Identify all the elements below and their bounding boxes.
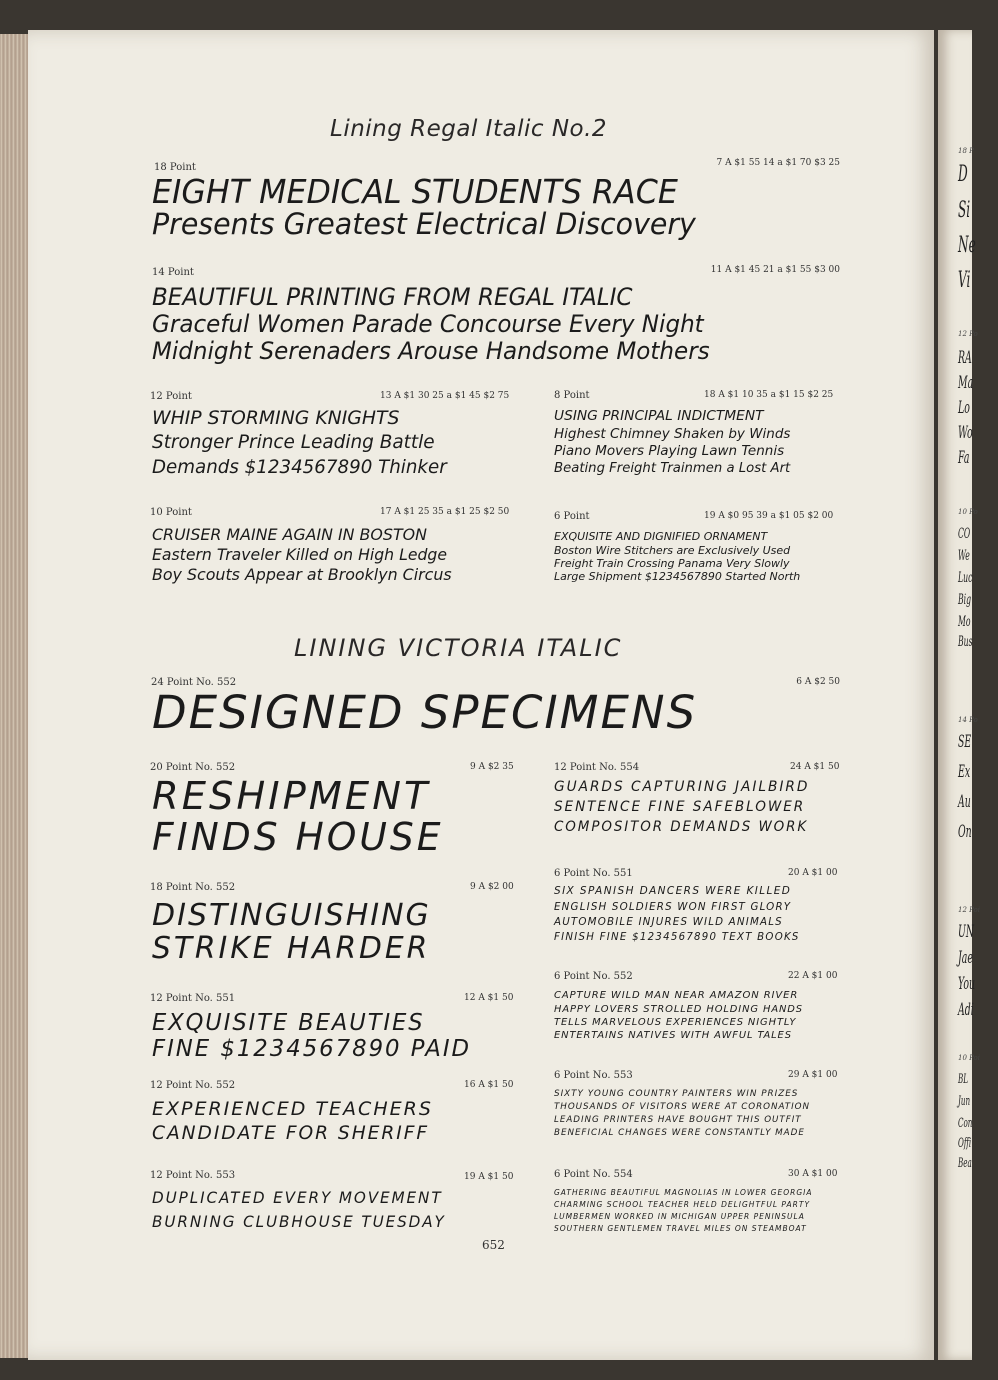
specimen-line: HAPPY LOVERS STROLLED HOLDING HANDS <box>554 1004 803 1015</box>
specimen-line: Boston Wire Stitchers are Exclusively Used <box>554 544 791 557</box>
specimen-line: Boy Scouts Appear at Brooklyn Circus <box>152 565 452 584</box>
spec-price: 17 A $1 25 35 a $1 25 $2 50 <box>380 507 510 517</box>
adjacent-fragment: Wo <box>958 423 973 443</box>
specimen-line: Demands $1234567890 Thinker <box>152 456 447 478</box>
specimen-line: DESIGNED SPECIMENS <box>152 686 698 739</box>
specimen-line: CHARMING SCHOOL TEACHER HELD DELIGHTFUL PARTY <box>554 1200 811 1209</box>
adjacent-fragment: CO <box>958 526 971 542</box>
specimen-line: RESHIPMENT <box>152 774 431 818</box>
adjacent-fragment: Ne <box>958 233 976 258</box>
adjacent-fragment: Ex <box>958 762 971 782</box>
adjacent-label: 14 Po <box>958 716 978 724</box>
spec-label: 6 Point No. 554 <box>554 1169 633 1180</box>
specimen-line: Highest Chimney Shaken by Winds <box>554 426 791 442</box>
specimen-line: CRUISER MAINE AGAIN IN BOSTON <box>152 525 427 544</box>
spec-label: 14 Point <box>152 267 194 278</box>
spec-price: 29 A $1 00 <box>788 1070 838 1080</box>
specimen-line: ENTERTAINS NATIVES WITH AWFUL TALES <box>554 1030 792 1041</box>
specimen-line: FINE $1234567890 PAID <box>152 1036 472 1062</box>
spec-price: 22 A $1 00 <box>788 971 838 981</box>
specimen-line: SENTENCE FINE SAFEBLOWER <box>554 799 806 815</box>
specimen-line: BEAUTIFUL PRINTING FROM REGAL ITALIC <box>152 283 633 311</box>
adjacent-fragment: You <box>958 974 976 994</box>
adjacent-fragment: We <box>958 548 970 564</box>
spec-price: 19 A $0 95 39 a $1 05 $2 00 <box>704 511 834 521</box>
spec-label: 18 Point No. 552 <box>150 882 236 893</box>
spec-label: 12 Point No. 554 <box>554 762 640 773</box>
adjacent-fragment: Lo <box>958 398 970 418</box>
specimen-line: Freight Train Crossing Panama Very Slowly <box>554 557 790 570</box>
adjacent-fragment: D <box>958 162 968 187</box>
adjacent-fragment: Au <box>958 792 971 812</box>
spec-price: 12 A $1 50 <box>464 993 514 1003</box>
section-title-victoria: LINING VICTORIA ITALIC <box>294 634 623 662</box>
specimen-line: Piano Movers Playing Lawn Tennis <box>554 443 785 459</box>
spec-price: 19 A $1 50 <box>464 1172 514 1182</box>
spec-price: 9 A $2 35 <box>470 762 514 772</box>
specimen-line: DUPLICATED EVERY MOVEMENT <box>152 1188 443 1207</box>
spec-price: 18 A $1 10 35 a $1 15 $2 25 <box>704 390 834 400</box>
specimen-line: FINISH FINE $1234567890 TEXT BOOKS <box>554 931 800 943</box>
spec-price: 20 A $1 00 <box>788 868 838 878</box>
adjacent-fragment: Adi <box>958 1000 974 1020</box>
specimen-line: EXQUISITE AND DIGNIFIED ORNAMENT <box>554 530 768 543</box>
specimen-line: Midnight Serenaders Arouse Handsome Mothers <box>152 337 710 365</box>
adjacent-page-edge <box>938 30 981 1360</box>
specimen-line: ENGLISH SOLDIERS WON FIRST GLORY <box>554 901 792 913</box>
adjacent-label: 10 Poi <box>958 1054 981 1062</box>
spec-label: 6 Point No. 552 <box>554 971 633 982</box>
spec-label: 6 Point <box>554 511 590 522</box>
adjacent-label: 10 Po <box>958 508 978 516</box>
specimen-line: WHIP STORMING KNIGHTS <box>152 407 400 429</box>
spec-label: 6 Point No. 553 <box>554 1070 633 1081</box>
spec-label: 8 Point <box>554 390 590 401</box>
adjacent-label: 18 P <box>958 147 974 155</box>
spec-price: 7 A $1 55 14 a $1 70 $3 25 <box>716 158 840 168</box>
page-number: 652 <box>482 1238 505 1252</box>
spec-label: 12 Point No. 551 <box>150 993 236 1004</box>
specimen-line: EXPERIENCED TEACHERS <box>152 1098 433 1120</box>
spec-price: 16 A $1 50 <box>464 1080 514 1090</box>
specimen-line: TELLS MARVELOUS EXPERIENCES NIGHTLY <box>554 1017 797 1028</box>
adjacent-fragment: Con <box>958 1116 973 1131</box>
section-title-regal: Lining Regal Italic No.2 <box>330 116 608 142</box>
adjacent-fragment: SE <box>958 732 972 752</box>
specimen-page <box>28 30 934 1360</box>
adjacent-fragment: Bus <box>958 634 973 650</box>
specimen-line: Beating Freight Trainmen a Lost Art <box>554 460 791 476</box>
spec-label: 24 Point No. 552 <box>151 677 237 688</box>
specimen-line: BENEFICIAL CHANGES WERE CONSTANTLY MADE <box>554 1128 805 1138</box>
spec-label: 6 Point No. 551 <box>554 868 633 879</box>
adjacent-fragment: UN <box>958 922 975 942</box>
specimen-line: Graceful Women Parade Concourse Every Night <box>152 310 704 338</box>
specimen-line: STRIKE HARDER <box>152 931 431 966</box>
adjacent-fragment: RA <box>958 348 972 368</box>
adjacent-fragment: Mo <box>958 614 971 630</box>
specimen-line: EIGHT MEDICAL STUDENTS RACE <box>152 172 678 211</box>
specimen-line: Stronger Prince Leading Battle <box>152 431 435 453</box>
specimen-line: GATHERING BEAUTIFUL MAGNOLIAS IN LOWER GEORGIA <box>554 1188 813 1197</box>
spec-label: 20 Point No. 552 <box>150 762 236 773</box>
specimen-line: FINDS HOUSE <box>152 815 444 859</box>
adjacent-fragment: BL <box>958 1072 969 1087</box>
spec-label: 12 Point No. 553 <box>150 1170 236 1181</box>
adjacent-fragment: Jun <box>958 1094 971 1109</box>
specimen-line: THOUSANDS OF VISITORS WERE AT CORONATION <box>554 1102 810 1112</box>
adjacent-fragment: On <box>958 822 972 842</box>
adjacent-label: 12 Po <box>958 330 978 338</box>
adjacent-fragment: Si <box>958 198 971 223</box>
specimen-line: Eastern Traveler Killed on High Ledge <box>152 545 448 564</box>
adjacent-fragment: Bea <box>958 1156 972 1171</box>
spec-label: 10 Point <box>150 507 192 518</box>
adjacent-fragment: Fa <box>958 448 970 468</box>
specimen-line: LUMBERMEN WORKED IN MICHIGAN UPPER PENINSULA <box>554 1212 805 1221</box>
specimen-line: Presents Greatest Electrical Discovery <box>152 207 696 241</box>
specimen-line: SIX SPANISH DANCERS WERE KILLED <box>554 885 792 897</box>
specimen-line: AUTOMOBILE INJURES WILD ANIMALS <box>554 916 783 928</box>
specimen-line: USING PRINCIPAL INDICTMENT <box>554 408 764 424</box>
adjacent-fragment: Big <box>958 592 972 608</box>
adjacent-fragment: Offi <box>958 1136 972 1151</box>
spec-price: 9 A $2 00 <box>470 882 514 892</box>
adjacent-fragment: Ma <box>958 373 974 393</box>
specimen-line: GUARDS CAPTURING JAILBIRD <box>554 779 810 795</box>
spec-label: 12 Point No. 552 <box>150 1080 236 1091</box>
specimen-line: CANDIDATE FOR SHERIFF <box>152 1122 430 1144</box>
specimen-line: SOUTHERN GENTLEMEN TRAVEL MILES ON STEAMBOAT <box>554 1224 807 1233</box>
specimen-line: LEADING PRINTERS HAVE BOUGHT THIS OUTFIT <box>554 1115 802 1125</box>
spec-price: 13 A $1 30 25 a $1 45 $2 75 <box>380 391 510 401</box>
spec-label: 18 Point <box>154 162 196 173</box>
spec-price: 24 A $1 50 <box>790 762 840 772</box>
adjacent-fragment: Vi <box>958 268 971 293</box>
spec-price: 30 A $1 00 <box>788 1169 838 1179</box>
specimen-line: Large Shipment $1234567890 Started North <box>554 570 801 583</box>
adjacent-fragment: Luc <box>958 570 973 586</box>
specimen-line: COMPOSITOR DEMANDS WORK <box>554 819 809 835</box>
specimen-line: CAPTURE WILD MAN NEAR AMAZON RIVER <box>554 990 799 1001</box>
specimen-line: EXQUISITE BEAUTIES <box>152 1010 425 1036</box>
spec-label: 12 Point <box>150 391 192 402</box>
spec-price: 11 A $1 45 21 a $1 55 $3 00 <box>710 265 840 275</box>
specimen-line: SIXTY YOUNG COUNTRY PAINTERS WIN PRIZES <box>554 1089 799 1099</box>
specimen-line: DISTINGUISHING <box>152 898 431 933</box>
specimen-line: BURNING CLUBHOUSE TUESDAY <box>152 1212 446 1231</box>
adjacent-label: 12 Poi <box>958 906 981 914</box>
adjacent-fragment: Jae <box>958 948 973 968</box>
spec-price: 6 A $2 50 <box>796 677 840 687</box>
